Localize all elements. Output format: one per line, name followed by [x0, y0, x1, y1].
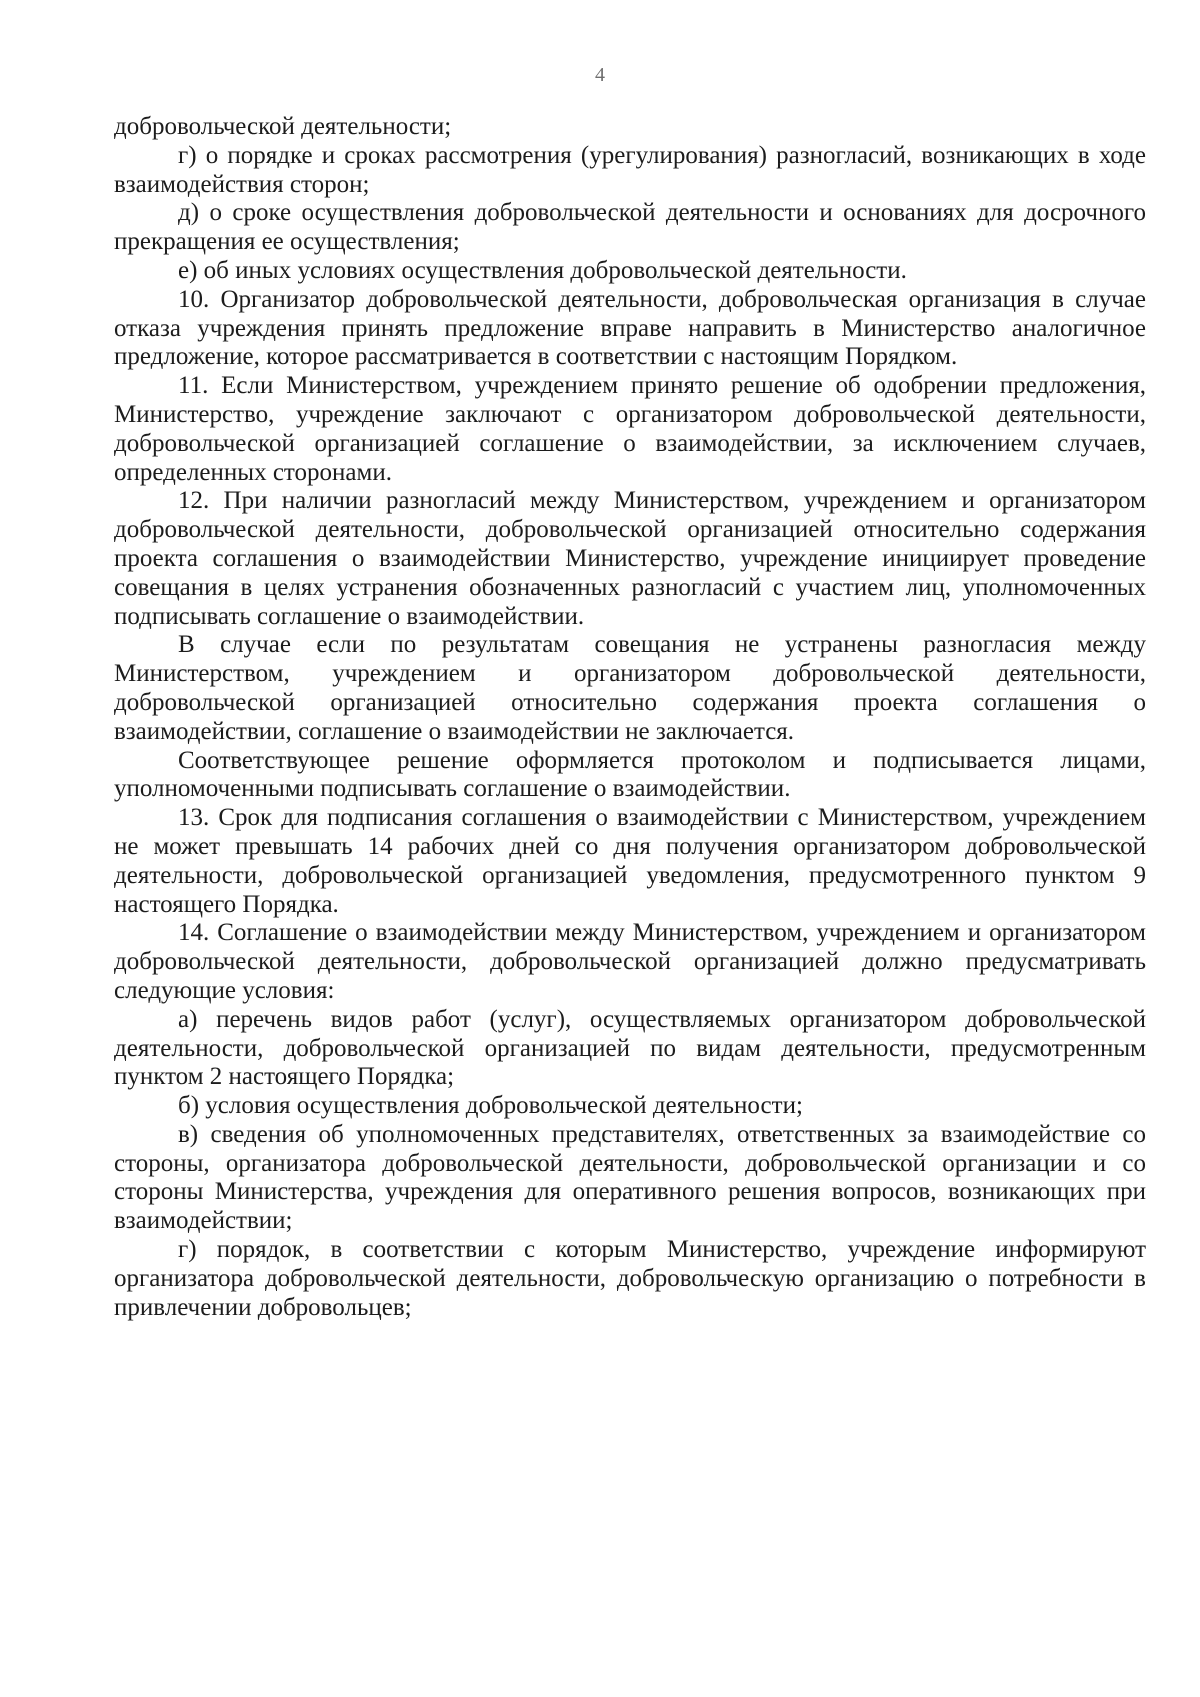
paragraph-item-e-other-conditions: е) об иных условиях осуществления добровольческой деятельности.: [178, 256, 907, 284]
paragraph-item-v-representatives: в) сведения об уполномоченных представителях, ответственных за взаимодействие со стороны, организатора добровольческой деятельности, добровольческой организации и со стороны Министерства, учреждения для оперативного решения вопросов, возникающих при взаимодействии;: [114, 1120, 1146, 1235]
paragraph-clause-12-meeting-result: В случае если по результатам совещания не устранены разногласия между Министерством, учреждением и организатором добровольческой деятельности, добровольческой организацией относительно содержания проекта соглашения о взаимодействии, соглашение о взаимодействии не заключается.: [114, 631, 1146, 745]
paragraph-clause-12-protocol: Соответствующее решение оформляется протоколом и подписывается лицами, уполномоченными подписывать соглашение о взаимодействии.: [114, 746, 1146, 803]
paragraph-item-a-work-list: а) перечень видов работ (услуг), осуществляемых организатором добровольческой деятельности, добровольческой организацией по видам деятельности, предусмотренным пунктом 2 настоящего Порядка;: [114, 1005, 1146, 1091]
paragraph-continuation: добровольческой деятельности;: [114, 113, 452, 140]
paragraph-item-g-informing: г) порядок, в соответствии с которым Министерство, учреждение информируют организатора добровольческой деятельности, добровольческую организацию о потребности в привлечении добровольцев;: [114, 1236, 1146, 1321]
paragraph-item-d-term: д) о сроке осуществления добровольческой деятельности и основаниях для досрочного прекращения ее осуществления;: [114, 199, 1146, 256]
paragraph-clause-13: 13. Срок для подписания соглашения о взаимодействии с Министерством, учреждением не может превышать 14 рабочих дней со дня получения организатором добровольческой деятельности, добровольческой организацией уведомления, предусмотренного пунктом 9 настоящего Порядка.: [114, 804, 1146, 918]
paragraph-item-g-disagreements: г) о порядке и сроках рассмотрения (урегулирования) разногласий, возникающих в ходе взаимодействия сторон;: [114, 141, 1146, 198]
paragraph-clause-12: 12. При наличии разногласий между Министерством, учреждением и организатором добровольческой деятельности, добровольческой организацией относительно содержания проекта соглашения о взаимодействии Министерство, учреждение инициирует проведение совещания в целях устранения обозначенных разногласий с участием лиц, уполномоченных подписывать соглашение о взаимодействии.: [114, 487, 1146, 630]
paragraph-clause-10: 10. Организатор добровольческой деятельности, добровольческая организация в случае отказа учреждения принять предложение вправе направить в Министерство аналогичное предложение, которое рассматривается в соответствии с настоящим Порядком.: [114, 285, 1146, 371]
paragraph-clause-14: 14. Соглашение о взаимодействии между Министерством, учреждением и организатором добровольческой деятельности, добровольческой организацией должно предусматривать следующие условия:: [114, 919, 1146, 1004]
paragraph-item-b-conditions: б) условия осуществления добровольческой деятельности;: [178, 1092, 803, 1120]
document-body: [114, 113, 1146, 1322]
page-number: 4: [595, 64, 605, 86]
paragraph-clause-11: 11. Если Министерством, учреждением принято решение об одобрении предложения, Министерство, учреждение заключают с организатором добровольческой деятельности, добровольческой организацией соглашение о взаимодействии, за исключением случаев, определенных сторонами.: [114, 372, 1146, 486]
